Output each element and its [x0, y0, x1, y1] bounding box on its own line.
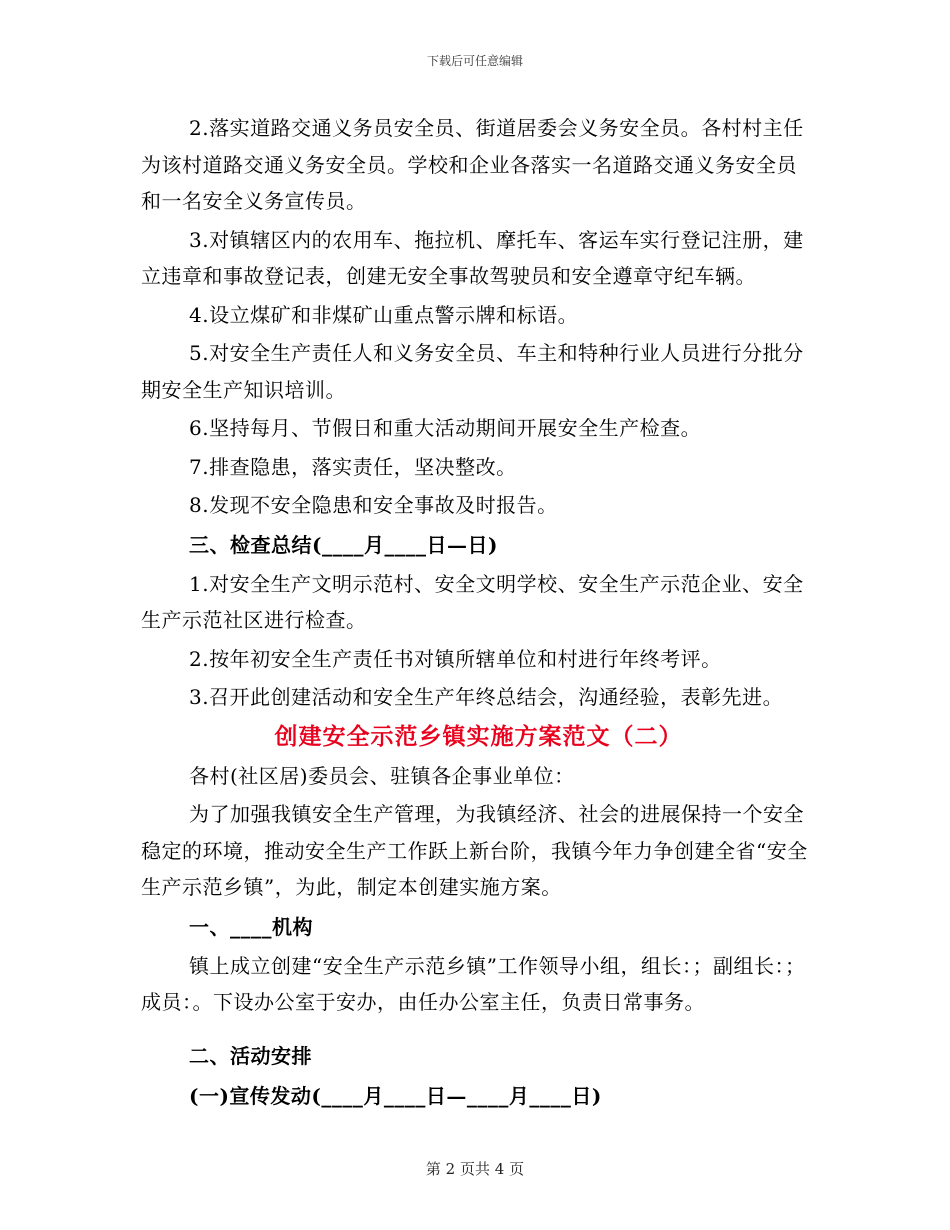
section-heading-check-summary: 三、检查总结(____月____日—日): [189, 532, 498, 557]
paragraph-item-7: 7.排查隐患，落实责任，坚决整改。: [189, 454, 517, 479]
document-body: [141, 110, 816, 1117]
paragraph-item-4: 4.设立煤矿和非煤矿山重点警示牌和标语。: [189, 302, 579, 327]
paragraph-organization: 镇上成立创建“安全生产示范乡镇”工作领导小组，组长：；副组长：；成员：。下设办公室于安办，由任办公室主任，负责日常事务。: [141, 953, 806, 1014]
paragraph-item-8: 8.发现不安全隐患和安全事故及时报告。: [189, 493, 558, 517]
section-heading-activities: 二、活动安排: [189, 1043, 312, 1068]
document-section-title: 创建安全示范乡镇实施方案范文（二）: [274, 722, 683, 750]
page-footer: 第 2 页共 4 页: [425, 1160, 525, 1178]
paragraph-addressee: 各村(社区居)委员会、驻镇各企事业单位：: [189, 763, 575, 788]
paragraph-item-3: 3.对镇辖区内的农用车、拖拉机、摩托车、客运车实行登记注册，建立违章和事故登记表，创建无安全事故驾驶员和安全遵章守纪车辆。: [141, 227, 804, 288]
spacer: [141, 1023, 816, 1037]
paragraph-summary-2: 2.按年初安全生产责任书对镇所辖单位和村进行年终考评。: [189, 646, 722, 671]
paragraph-summary-3: 3.召开此创建活动和安全生产年终总结会，沟通经验，表彰先进。: [189, 685, 784, 709]
section-heading-organization: 一、____机构: [189, 914, 313, 939]
section-heading-publicity: (一)宣传发动(____月____日—____月____日): [189, 1083, 602, 1108]
page-header: 下载后可任意编辑: [426, 54, 523, 68]
paragraph-item-6: 6.坚持每月、节假日和重大活动期间开展安全生产检查。: [189, 416, 702, 440]
paragraph-summary-1: 1.对安全生产文明示范村、安全文明学校、安全生产示范企业、安全生产示范社区进行检查。: [141, 571, 804, 632]
paragraph-intro: 为了加强我镇安全生产管理，为我镇经济、社会的进展保持一个安全稳定的环境，推动安全生产工作跃上新台阶，我镇今年力争创建全省“安全生产示范乡镇”，为此，制定本创建实施方案。: [141, 802, 808, 899]
paragraph-item-5: 5.对安全生产责任人和义务安全员、车主和特种行业人员进行分批分期安全生产知识培训。: [141, 341, 804, 402]
paragraph-item-2: 2.落实道路交通义务员安全员、街道居委会义务安全员。各村村主任为该村道路交通义务安全员。学校和企业各落实一名道路交通义务安全员和一名安全义务宣传员。: [141, 116, 804, 213]
